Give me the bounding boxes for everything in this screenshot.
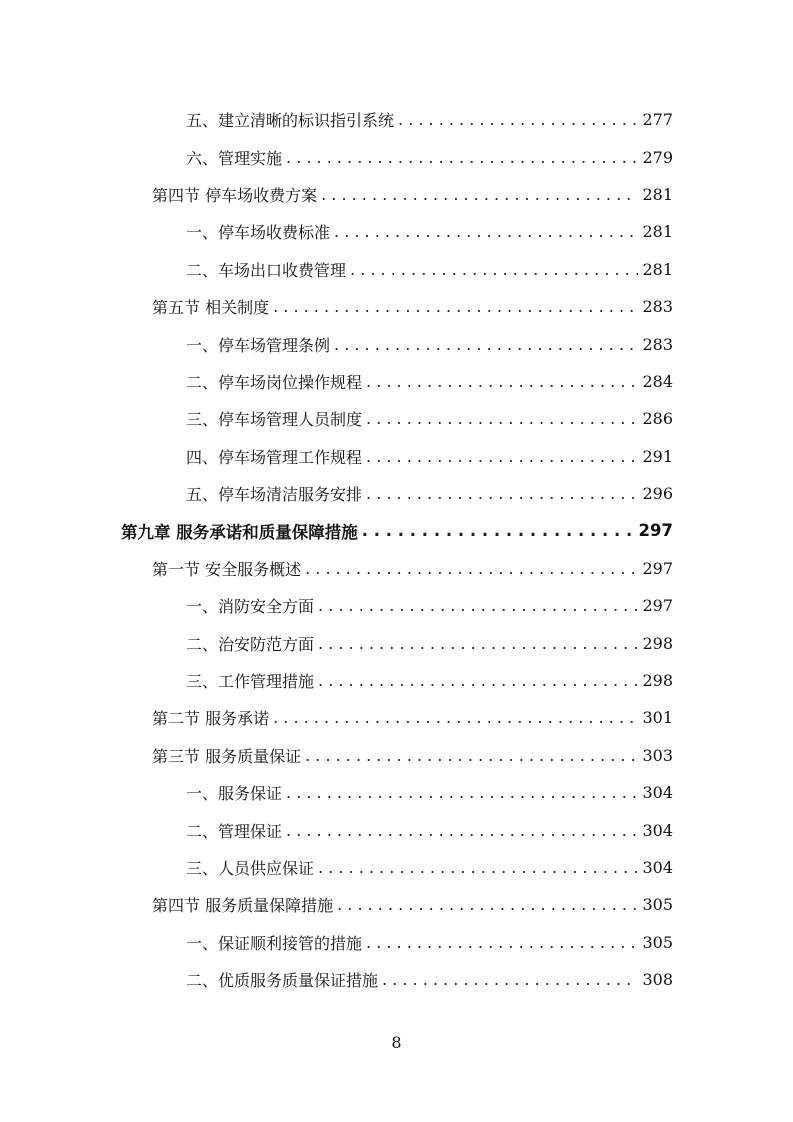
toc-dot-leader <box>382 970 638 989</box>
toc-entry[interactable] <box>0 699 793 736</box>
toc-entry-title: 四、停车场管理工作规程 <box>186 447 363 467</box>
toc-entry-page-number: 286 <box>642 409 673 429</box>
toc-dot-leader <box>305 746 638 765</box>
toc-dot-leader <box>286 783 638 802</box>
toc-entry[interactable] <box>0 587 793 624</box>
table-of-contents <box>0 101 793 998</box>
toc-entry-page-number: 283 <box>642 297 673 317</box>
toc-entry-title: 六、管理实施 <box>186 148 283 168</box>
toc-entry[interactable] <box>0 400 793 437</box>
toc-entry-page-number: 304 <box>642 783 673 803</box>
toc-entry[interactable] <box>0 774 793 811</box>
toc-entry-page-number: 297 <box>642 596 673 616</box>
toc-entry[interactable] <box>0 886 793 923</box>
toc-entry-page-number: 304 <box>642 858 673 877</box>
toc-entry-page-number: 279 <box>642 147 673 167</box>
toc-entry-title: 一、停车场管理条例 <box>186 335 331 355</box>
toc-entry[interactable] <box>0 662 793 699</box>
toc-entry-title: 一、消防安全方面 <box>186 597 315 617</box>
toc-dot-leader <box>350 260 638 279</box>
toc-entry[interactable] <box>0 101 793 138</box>
toc-entry[interactable] <box>0 924 793 961</box>
toc-entry-title: 二、优质服务质量保证措施 <box>186 971 379 991</box>
toc-entry[interactable] <box>0 288 793 325</box>
page-number: 8 <box>391 1033 402 1052</box>
toc-entry-page-number: 281 <box>642 184 673 204</box>
toc-entry-title: 第二节 服务承诺 <box>152 709 270 729</box>
toc-entry-title: 二、停车场岗位操作规程 <box>186 372 363 392</box>
toc-entry-title: 一、保证顺利接管的措施 <box>186 933 363 953</box>
toc-entry-page-number: 298 <box>642 633 673 653</box>
toc-entry-page-number: 277 <box>642 110 673 130</box>
toc-entry-title: 一、服务保证 <box>186 784 283 804</box>
toc-dot-leader <box>318 671 638 690</box>
toc-dot-leader <box>305 559 638 578</box>
toc-entry-page-number: 291 <box>642 446 673 466</box>
toc-entry[interactable] <box>0 213 793 250</box>
toc-entry-page-number: 281 <box>642 222 673 242</box>
toc-entry-page-number: 281 <box>642 259 673 279</box>
toc-entry[interactable] <box>0 624 793 661</box>
toc-entry-title: 第九章 服务承诺和质量保障措施 <box>121 522 358 542</box>
toc-entry[interactable] <box>0 961 793 998</box>
toc-dot-leader <box>366 447 638 466</box>
toc-entry[interactable] <box>0 811 793 848</box>
toc-entry[interactable] <box>0 475 793 512</box>
toc-dot-leader <box>321 185 638 204</box>
toc-dot-leader <box>318 634 638 653</box>
toc-dot-leader <box>366 484 638 503</box>
toc-dot-leader <box>318 858 638 877</box>
toc-dot-leader <box>273 297 638 316</box>
toc-dot-leader <box>337 895 638 914</box>
toc-entry[interactable] <box>0 737 793 774</box>
toc-dot-leader <box>318 596 638 615</box>
toc-entry[interactable] <box>0 438 793 475</box>
toc-entry[interactable] <box>0 849 793 886</box>
toc-entry-title: 三、停车场管理人员制度 <box>186 410 363 430</box>
toc-entry-title: 二、管理保证 <box>186 821 283 841</box>
toc-entry-title: 一、停车场收费标准 <box>186 223 331 243</box>
toc-entry[interactable] <box>0 325 793 362</box>
toc-dot-leader <box>273 708 638 727</box>
toc-entry-page-number: 284 <box>642 371 673 391</box>
toc-entry-page-number: 303 <box>642 745 673 765</box>
toc-dot-leader <box>366 409 638 428</box>
toc-dot-leader <box>286 821 638 840</box>
toc-entry-title: 第五节 相关制度 <box>152 298 270 318</box>
toc-entry-page-number: 305 <box>642 895 673 915</box>
toc-dot-leader <box>362 521 635 540</box>
toc-entry-title: 第三节 服务质量保证 <box>152 746 302 766</box>
toc-entry-title: 三、工作管理措施 <box>186 672 315 692</box>
toc-entry[interactable] <box>0 138 793 175</box>
toc-entry-page-number: 283 <box>642 334 673 354</box>
toc-entry-page-number: 301 <box>642 708 673 728</box>
toc-entry[interactable] <box>0 176 793 213</box>
toc-entry-page-number: 296 <box>642 484 673 504</box>
toc-entry[interactable] <box>0 251 793 288</box>
toc-dot-leader <box>398 110 638 129</box>
toc-dot-leader <box>334 222 638 241</box>
toc-dot-leader <box>286 148 638 167</box>
toc-entry-title: 第一节 安全服务概述 <box>152 559 302 579</box>
toc-entry[interactable] <box>0 550 793 587</box>
toc-entry-title: 二、治安防范方面 <box>186 634 315 654</box>
toc-entry-page-number: 297 <box>642 558 673 578</box>
toc-entry-page-number: 297 <box>638 521 673 541</box>
toc-entry[interactable] <box>0 363 793 400</box>
toc-entry[interactable] <box>0 512 793 549</box>
toc-entry-page-number: 304 <box>642 820 673 840</box>
toc-entry-title: 五、停车场清洁服务安排 <box>186 485 363 505</box>
toc-entry-page-number: 308 <box>642 970 673 990</box>
toc-entry-page-number: 305 <box>642 932 673 952</box>
toc-dot-leader <box>334 335 638 354</box>
toc-entry-title: 五、建立清晰的标识指引系统 <box>186 111 395 131</box>
toc-dot-leader <box>366 372 638 391</box>
toc-entry-title: 二、车场出口收费管理 <box>186 260 347 280</box>
toc-entry-title: 第四节 服务质量保障措施 <box>152 896 334 916</box>
toc-entry-title: 三、人员供应保证 <box>186 859 315 878</box>
toc-dot-leader <box>366 933 638 952</box>
toc-entry-page-number: 298 <box>642 671 673 691</box>
toc-entry-title: 第四节 停车场收费方案 <box>152 185 318 205</box>
